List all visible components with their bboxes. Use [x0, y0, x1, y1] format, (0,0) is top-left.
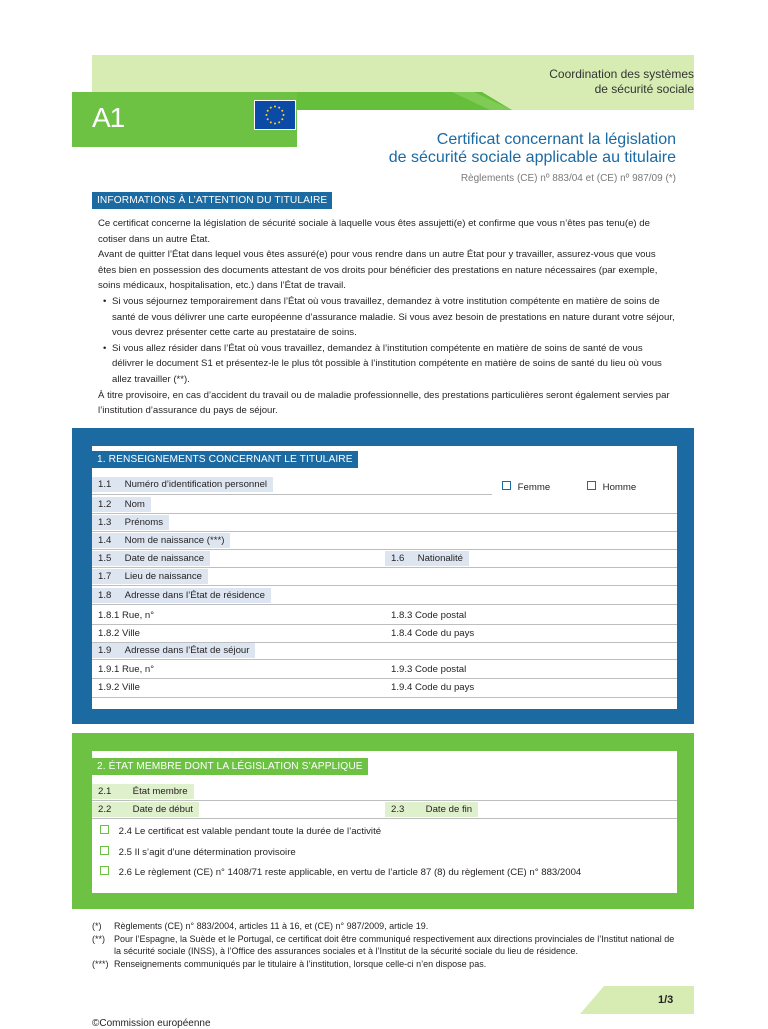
field-line	[92, 549, 677, 550]
field-line	[92, 567, 677, 568]
femme-checkbox[interactable]	[502, 481, 511, 490]
gender-femme[interactable]	[502, 481, 550, 493]
info-text	[98, 216, 676, 419]
option-2-6[interactable]	[100, 866, 581, 878]
field-label-1-8-1: 1.8.1 Rue, n°	[98, 610, 155, 621]
field-line	[92, 494, 492, 495]
copyright-footer: ©Commission européenne	[92, 1018, 211, 1029]
field-line	[92, 604, 677, 605]
gender-homme[interactable]	[587, 481, 636, 493]
info-bullet: • Si vous séjournez temporairement dans l’État où vous travaillez, demandez à votre institution compétente en matière de soins de santé de vous délivrer une carte européenne d’assurance maladie. Si vous avez besoin de prestations en nature durant votre séjour, vous devrez présenter cette carte au prestataire de soins.	[112, 294, 676, 341]
form-code: A1	[92, 102, 125, 133]
page-number: 1/3	[658, 994, 674, 1006]
field-label-1-8-4: 1.8.4 Code du pays	[391, 628, 475, 639]
field-label-1-5: 1.5 Date de naissance	[92, 551, 210, 566]
option-2-4-label: 2.4 Le certificat est valable pendant toute la durée de l’activité	[118, 826, 382, 837]
page-band-notch	[580, 986, 610, 1014]
info-heading: INFORMATIONS À L’ATTENTION DU TITULAIRE	[92, 192, 332, 209]
field-label-1-9-2: 1.9.2 Ville	[98, 682, 140, 693]
option-2-6-label: 2.6 Le règlement (CE) n° 1408/71 reste applicable, en vertu de l’article 87 (8) du règlement (CE) n° 883/2004	[118, 867, 582, 878]
field-line	[92, 531, 677, 532]
info-bullet: • Si vous allez résider dans l’État où vous travaillez, demandez à l’institution compétente en matière de soins de santé de vous délivrer le document S1 et présentez-le le plus tôt possible à l’institution compétente en matière de soins de santé du lieu où vous allez travailler (**).	[112, 341, 676, 388]
field-line	[92, 624, 677, 625]
field-label-1-9: 1.9 Adresse dans l’État de séjour	[92, 643, 255, 658]
field-label-1-9-1: 1.9.1 Rue, n°	[98, 664, 155, 675]
field-label-1-4: 1.4 Nom de naissance (***)	[92, 533, 230, 548]
page-number-band	[604, 986, 694, 1014]
footnote: (***) Renseignements communiqués par le titulaire à l’institution, lorsque celle-ci n’en dispose pas.	[92, 958, 487, 969]
field-line	[92, 800, 677, 801]
option-2-5[interactable]	[100, 846, 296, 858]
eu-flag-icon	[254, 100, 296, 130]
field-label-1-6: 1.6 Nationalité	[385, 551, 469, 566]
section1-heading: 1. RENSEIGNEMENTS CONCERNANT LE TITULAIRE	[92, 451, 358, 468]
field-label-1-8: 1.8 Adresse dans l’État de résidence	[92, 588, 271, 603]
homme-label: Homme	[602, 482, 637, 493]
option-2-4[interactable]	[100, 825, 381, 837]
field-label-1-2: 1.2 Nom	[92, 497, 151, 512]
coordination-label: Coordination des systèmes de sécurité sociale	[549, 67, 694, 96]
field-line	[92, 818, 677, 819]
footnote: (**) Pour l’Espagne, la Suède et le Portugal, ce certificat doit être communiqué respectivement aux directions provinciales de l’Institut national de la sécurité sociale (INSS), à l’Office des assurances sociales et à l’Institut de la sécurité sociale du lieu de résidence.	[92, 933, 675, 956]
field-label-1-7: 1.7 Lieu de naissance	[92, 569, 208, 584]
homme-checkbox[interactable]	[587, 481, 596, 490]
field-label-2-3: 2.3 Date de fin	[385, 802, 478, 817]
regulations-reference: Règlements (CE) nº 883/04 et (CE) nº 987/09 (*)	[460, 173, 676, 184]
info-paragraph: Avant de quitter l’État dans lequel vous êtes assuré(e) pour vous rendre dans un autre État pour y travailler, assurez-vous que vous êtes bien en possession des documents attestant de vos droits pour bénéficier des prestations en nature nécessaires (par exemple, soins médicaux, hospitalisation, etc.) dans l’État de travail.	[98, 249, 658, 292]
checkbox-2-6[interactable]	[100, 866, 109, 875]
field-label-2-1: 2.1 État membre	[92, 784, 194, 799]
section2-heading: 2. ÉTAT MEMBRE DONT LA LÉGISLATION S’APPLIQUE	[92, 758, 368, 775]
field-label-1-9-4: 1.9.4 Code du pays	[391, 682, 475, 693]
field-label-1-9-3: 1.9.3 Code postal	[391, 664, 467, 675]
field-line	[92, 678, 677, 679]
document-title: Certificat concernant la législation de sécurité sociale applicable au titulaire	[388, 131, 676, 166]
info-paragraph: Ce certificat concerne la législation de sécurité sociale à laquelle vous êtes assujetti(e) et confirme que vous n’êtes pas tenu(e) de cotiser dans un autre État.	[98, 218, 650, 245]
field-label-1-8-2: 1.8.2 Ville	[98, 628, 140, 639]
field-label-1-8-3: 1.8.3 Code postal	[391, 610, 467, 621]
option-2-5-label: 2.5 Il s’agit d’une détermination provisoire	[118, 847, 296, 858]
checkbox-2-4[interactable]	[100, 825, 109, 834]
field-label-2-2: 2.2 Date de début	[92, 802, 199, 817]
field-line	[92, 697, 677, 698]
info-paragraph: À titre provisoire, en cas d’accident du travail ou de maladie professionnelle, des prestations particulières seront également servies par l’institution d’assurance du pays de séjour.	[98, 389, 670, 417]
footnotes	[92, 920, 682, 970]
field-line	[92, 659, 677, 660]
field-label-1-3: 1.3 Prénoms	[92, 515, 169, 530]
field-line	[92, 513, 677, 514]
field-line	[92, 585, 677, 586]
femme-label: Femme	[517, 482, 551, 493]
checkbox-2-5[interactable]	[100, 846, 109, 855]
footnote: (*) Règlements (CE) n° 883/2004, articles 11 à 16, et (CE) n° 987/2009, article 19.	[92, 921, 429, 931]
field-label-1-1: 1.1 Numéro d’identification personnel	[92, 477, 273, 492]
